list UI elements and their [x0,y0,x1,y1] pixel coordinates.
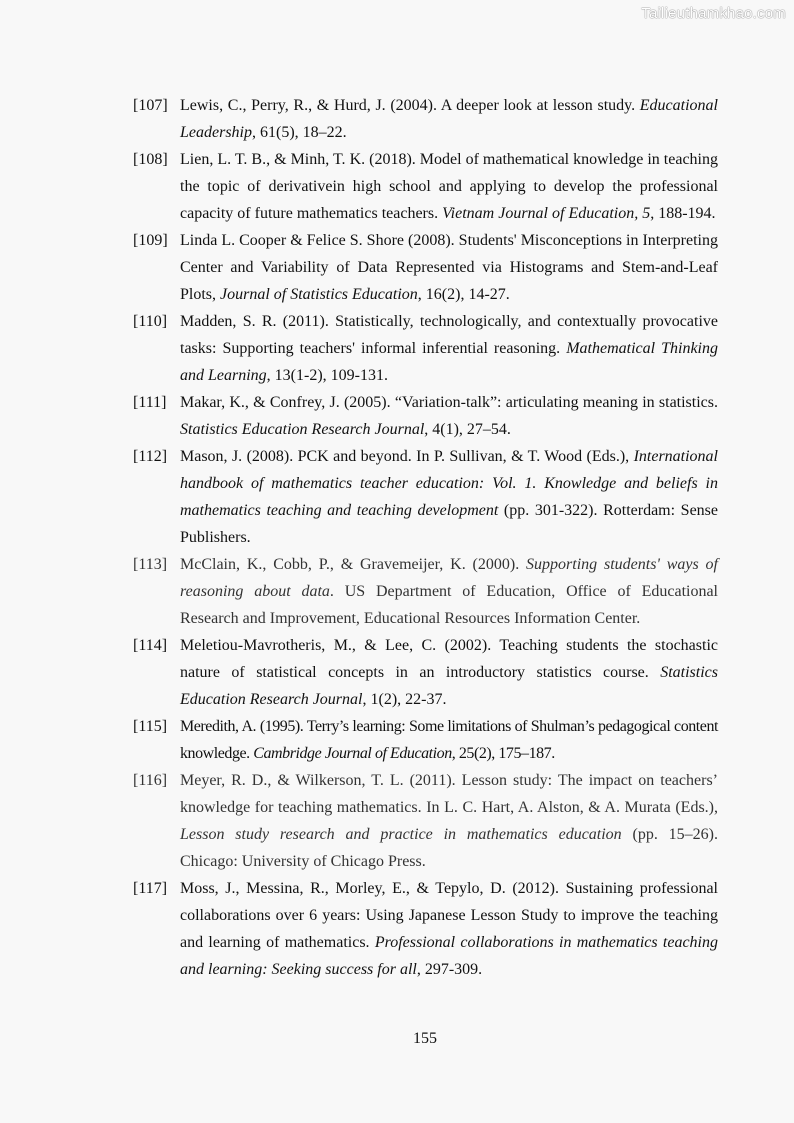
reference-text-segment: Makar, K., & Confrey, J. (2005). “Variation-talk”: articulating meaning in statistics. [180,394,718,411]
reference-entry [133,92,718,146]
reference-entry [133,713,718,767]
reference-number: [117] [133,880,168,897]
reference-text [180,713,718,767]
reference-text-segment: . US Department of Education, Office of Educational Research and Improvement, Educational Resources Information Center. [180,583,719,627]
reference-text-segment: Meyer, R. D., & Wilkerson, T. L. (2011). Lesson study: The impact on teachers’ knowledge for teaching mathematics. In L. C. Hart, A. Alston, & A. Murata (Eds.), [180,772,718,816]
reference-title-italic: Vietnam Journal of Education, 5 [442,205,651,222]
reference-number: [116] [133,772,168,789]
reference-title-italic: Statistics Education Research Journal [180,664,718,708]
reference-text [180,875,718,983]
reference-text-segment: , 1(2), 22-37. [362,691,447,708]
reference-title-italic: International handbook of mathematics teacher education: Vol. 1. Knowledge and beliefs in mathematics teaching and teaching development [180,448,718,519]
reference-text-segment: Meletiou-Mavrotheris, M., & Lee, C. (2002). Teaching students the stochastic nature of statistical concepts in an introductory statistics course. [180,637,718,681]
reference-text [180,92,718,146]
reference-text-segment: Moss, J., Messina, R., Morley, E., & Tepylo, D. (2012). Sustaining professional collaborations over 6 years: Using Japanese Lesson Study to improve the teaching and learning of mathematics. [180,880,718,951]
reference-text [180,227,718,308]
reference-number: [107] [133,97,168,114]
reference-number: [114] [133,637,168,654]
reference-title-italic: Cambridge Journal of Education [253,745,452,762]
watermark: Tailieuthamkhao.com [641,5,786,22]
reference-text-segment: Meredith, A. (1995). Terry’s learning: Some limitations of Shulman’s pedagogical content knowledge. [180,718,718,762]
reference-text-segment: Lien, L. T. B., & Minh, T. K. (2018). Model of mathematical knowledge in teaching the topic of derivativein high school and applying to develop the professional capacity of future mathematics teachers. [180,151,718,222]
reference-title-italic: Statistics Education Research Journal [180,421,425,438]
reference-entry [133,227,718,308]
reference-text [180,389,718,443]
reference-number: [110] [133,313,168,330]
reference-text-segment: , 4(1), 27–54. [424,421,511,438]
reference-title-italic: Educational Leadership [180,97,718,141]
reference-title-italic: Supporting students' ways of reasoning about data [180,556,718,600]
reference-title-italic: Mathematical Thinking and Learning [180,340,718,384]
reference-text-segment: , 13(1-2), 109-131. [266,367,388,384]
reference-text [180,632,718,713]
reference-entry [133,767,718,875]
reference-number: [115] [133,718,168,735]
reference-text [180,551,718,632]
reference-text-segment: Madden, S. R. (2011). Statistically, technologically, and contextually provocative tasks: Supporting teachers' informal inferential reasoning. [180,313,718,357]
reference-number: [109] [133,232,168,249]
reference-entry [133,389,718,443]
reference-text [180,767,718,875]
reference-text-segment: , 188-194. [650,205,716,222]
reference-text [180,308,718,389]
reference-entry [133,308,718,389]
reference-entry [133,551,718,632]
reference-list [133,92,718,983]
reference-text-segment: McClain, K., Cobb, P., & Gravemeijer, K. (2000). [180,556,527,573]
reference-number: [111] [133,394,167,411]
reference-number: [108] [133,151,168,168]
reference-title-italic: Professional collaborations in mathematics teaching and learning: Seeking success for all [180,934,718,978]
reference-text-segment: , 297-309. [416,961,483,978]
reference-title-italic: Journal of Statistics Education [220,286,418,303]
reference-number: [112] [133,448,168,465]
reference-text-segment: (pp. 15–26). Chicago: University of Chicago Press. [180,826,719,870]
page-number: 155 [413,1030,437,1047]
reference-text-segment: Linda L. Cooper & Felice S. Shore (2008). Students' Misconceptions in Interpreting Center and Variability of Data Represented via Histograms and Stem-and-Leaf Plots, [180,232,718,303]
reference-text-segment: , 61(5), 18–22. [252,124,347,141]
reference-text-segment: Mason, J. (2008). PCK and beyond. In P. Sullivan, & T. Wood (Eds.), [180,448,634,465]
reference-text-segment: , 16(2), 14-27. [417,286,510,303]
reference-text-segment: (pp. 301-322). Rotterdam: Sense Publishers. [180,502,718,546]
reference-text [180,443,718,551]
reference-text [180,146,718,227]
reference-text-segment: , 25(2), 175–187. [451,745,555,762]
reference-number: [113] [133,556,168,573]
reference-text-segment: Lewis, C., Perry, R., & Hurd, J. (2004). A deeper look at lesson study. [180,97,640,114]
reference-entry [133,875,718,983]
reference-entry [133,146,718,227]
reference-entry [133,632,718,713]
reference-entry [133,443,718,551]
reference-title-italic: Lesson study research and practice in mathematics education [180,826,622,843]
